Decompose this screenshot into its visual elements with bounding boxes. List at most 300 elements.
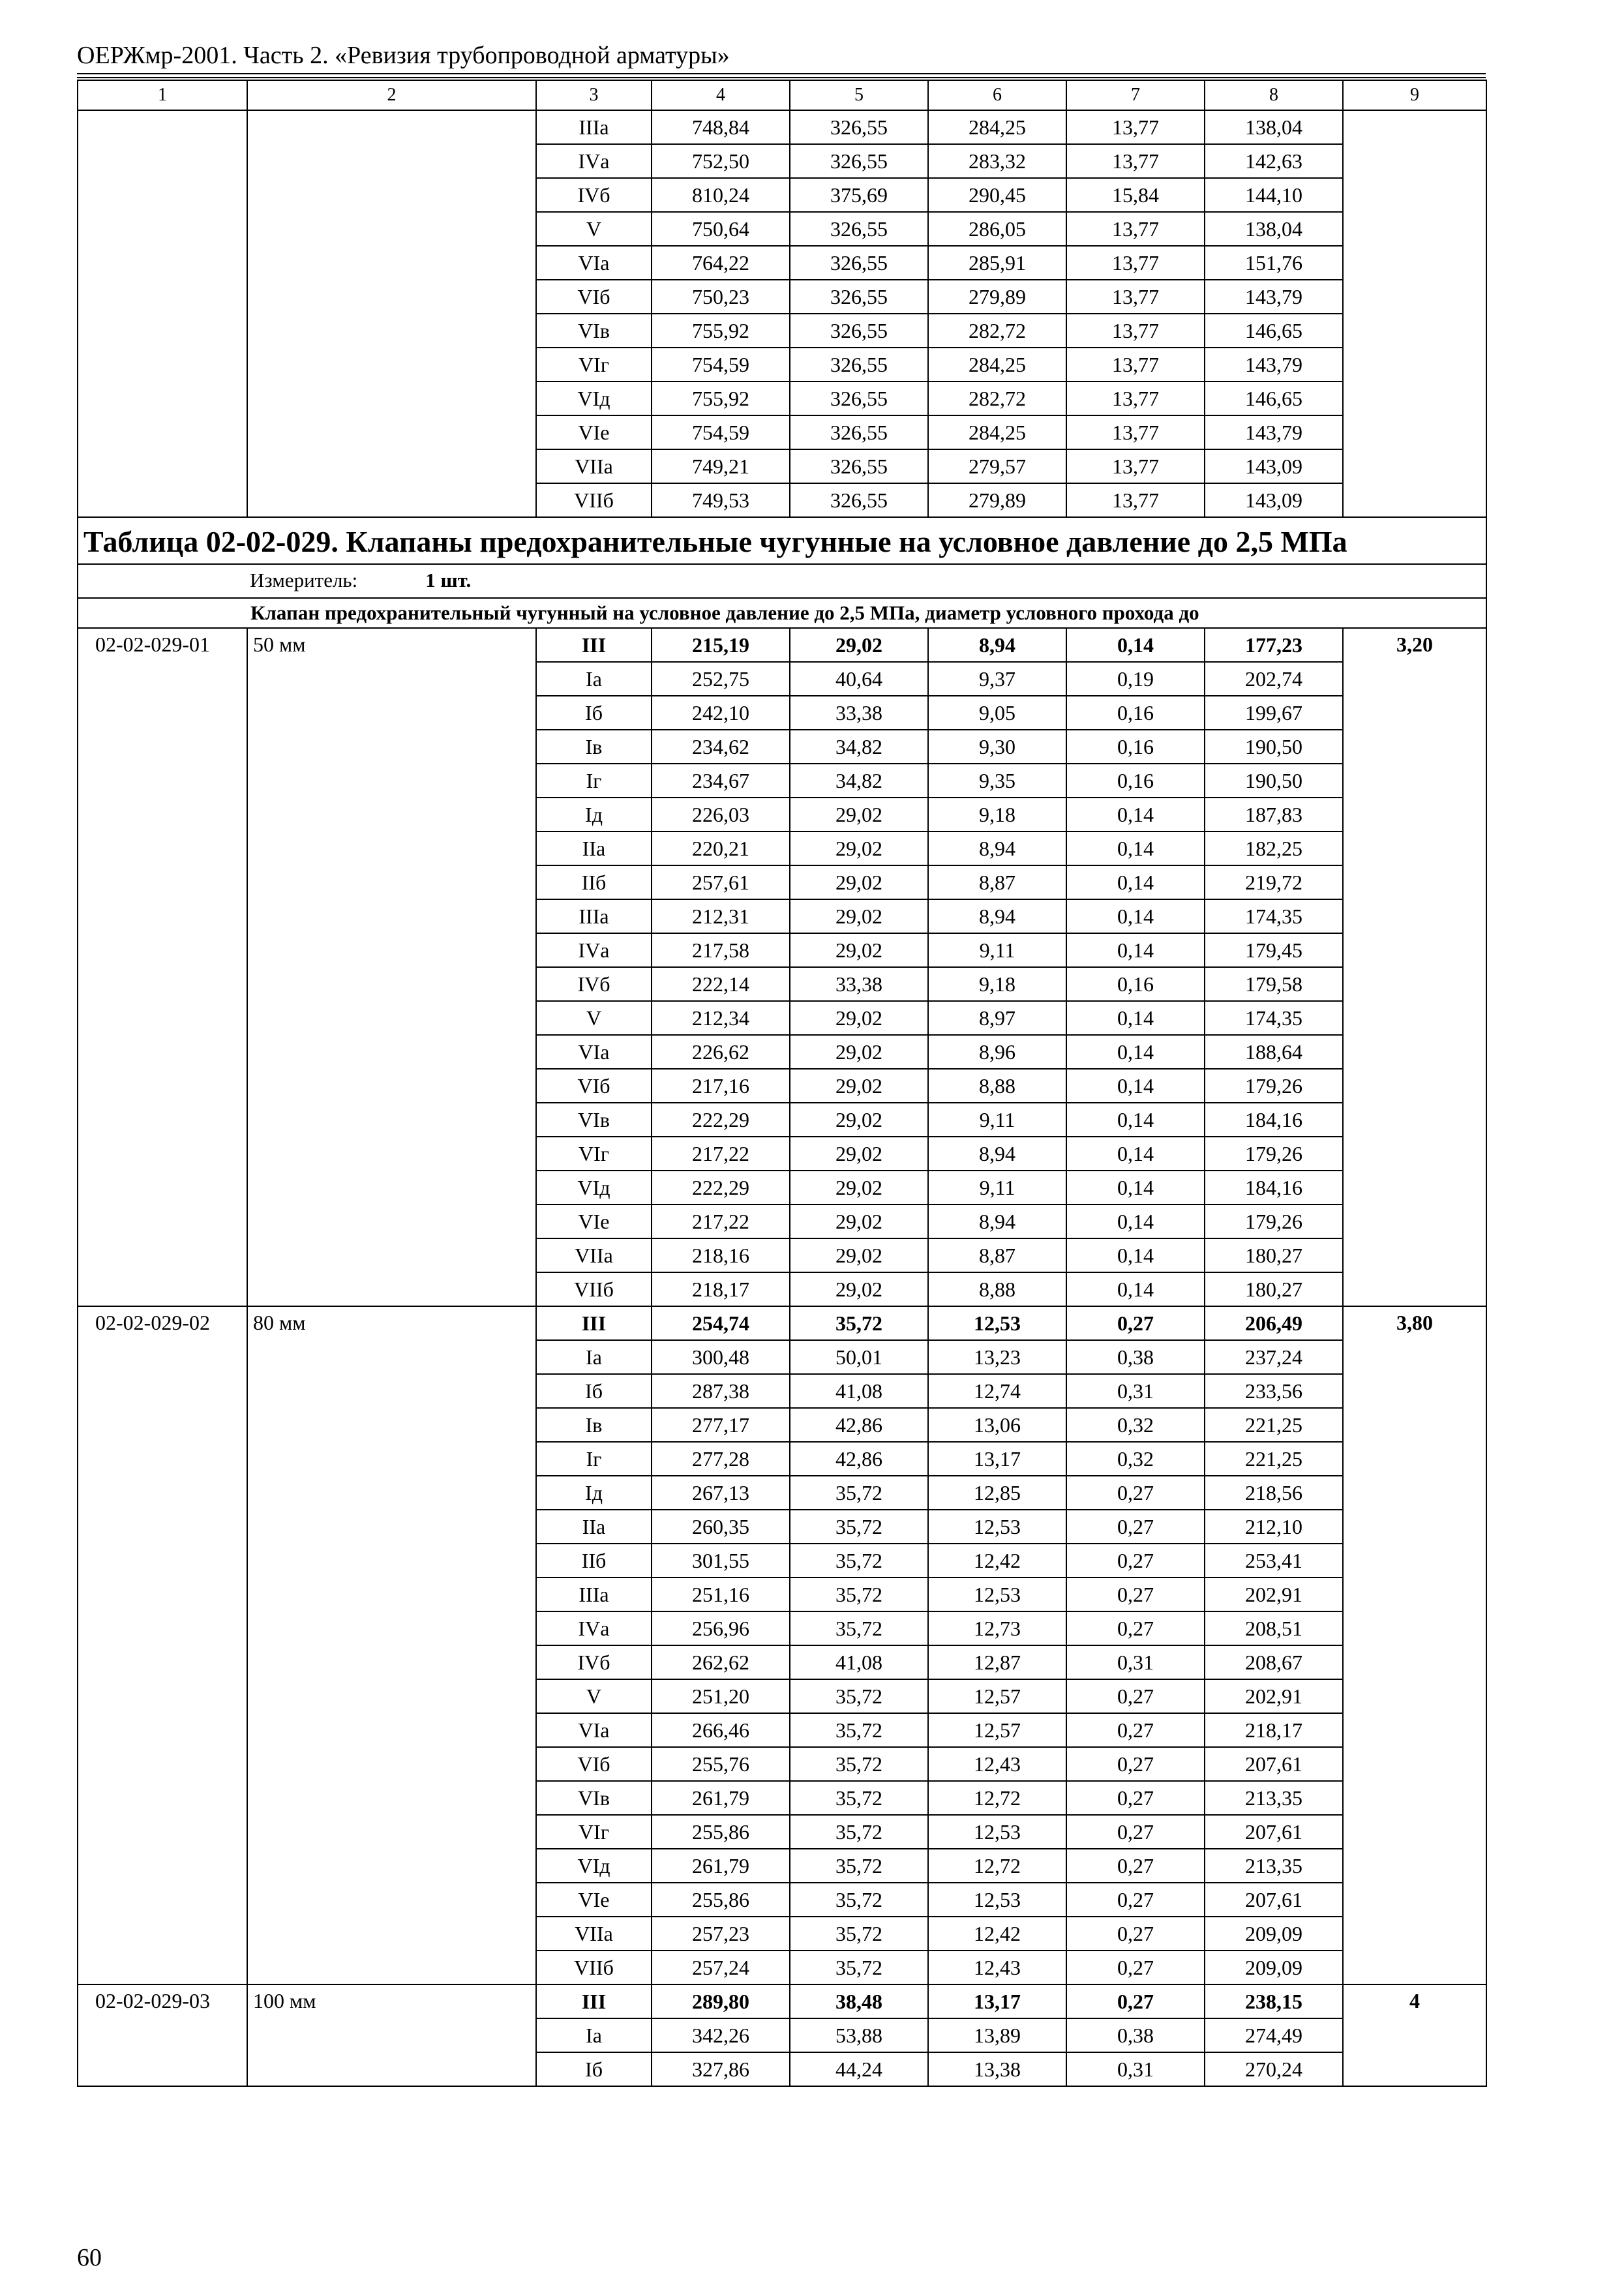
code-cell: 02-02-029-03 [78,1984,247,2086]
value-cell: 12,72 [928,1849,1066,1883]
value-cell: 179,26 [1205,1137,1343,1171]
value-cell: 15,84 [1066,178,1205,212]
value-cell: 12,53 [928,1306,1066,1340]
value-cell: 0,16 [1066,730,1205,764]
zone-cell: IVб [536,178,652,212]
value-cell: 207,61 [1205,1815,1343,1849]
value-cell: 750,23 [652,280,790,314]
value-cell: 0,16 [1066,967,1205,1001]
value-cell: 274,49 [1205,2018,1343,2052]
value-cell: 218,16 [652,1238,790,1272]
value-cell: 0,27 [1066,1679,1205,1713]
value-cell: 209,09 [1205,1917,1343,1951]
value-cell: 749,53 [652,483,790,517]
zone-cell: VIIб [536,1951,652,1984]
value-cell: 0,27 [1066,1984,1205,2018]
zone-cell: Iд [536,1476,652,1510]
value-cell: 9,30 [928,730,1066,764]
value-cell: 151,76 [1205,246,1343,280]
zone-cell: VIIб [536,1272,652,1306]
zone-cell: VIд [536,382,652,415]
value-cell: 12,57 [928,1679,1066,1713]
value-cell: 755,92 [652,382,790,415]
column-number: 4 [652,80,790,110]
value-cell: 35,72 [790,1544,928,1578]
value-cell: 42,86 [790,1408,928,1442]
value-cell: 222,29 [652,1171,790,1204]
value-cell: 143,09 [1205,483,1343,517]
value-cell: 234,62 [652,730,790,764]
diameter-cell: 50 мм [247,628,536,1306]
value-cell: 0,14 [1066,1069,1205,1103]
zone-cell: VIе [536,1883,652,1917]
value-cell: 0,14 [1066,1204,1205,1238]
subheading: Клапан предохранительный чугунный на условное давление до 2,5 МПа, диаметр условного прохода до [78,598,1486,628]
value-cell: 13,77 [1066,110,1205,144]
page-header: ОЕРЖмр-2001. Часть 2. «Ревизия трубопроводной арматуры» [77,42,730,69]
value-cell: 217,22 [652,1137,790,1171]
zone-cell: IVб [536,1645,652,1679]
value-cell: 213,35 [1205,1781,1343,1815]
value-cell: 327,86 [652,2052,790,2086]
value-cell: 253,41 [1205,1544,1343,1578]
value-cell: 8,88 [928,1069,1066,1103]
last-cell [1343,110,1486,517]
value-cell: 282,72 [928,382,1066,415]
value-cell: 9,11 [928,1103,1066,1137]
value-cell: 754,59 [652,415,790,449]
value-cell: 326,55 [790,110,928,144]
value-cell: 35,72 [790,1951,928,1984]
column-number: 2 [247,80,536,110]
value-cell: 213,35 [1205,1849,1343,1883]
zone-cell: III [536,1306,652,1340]
value-cell: 13,77 [1066,144,1205,178]
value-cell: 279,57 [928,449,1066,483]
value-cell: 257,61 [652,865,790,899]
value-cell: 13,77 [1066,483,1205,517]
value-cell: 208,67 [1205,1645,1343,1679]
zone-cell: VIб [536,1069,652,1103]
value-cell: 182,25 [1205,831,1343,865]
value-cell: 0,27 [1066,1611,1205,1645]
value-cell: 0,31 [1066,2052,1205,2086]
value-cell: 0,14 [1066,628,1205,662]
value-cell: 50,01 [790,1340,928,1374]
last-cell: 4 [1343,1984,1486,2086]
value-cell: 0,14 [1066,1001,1205,1035]
value-cell: 0,27 [1066,1883,1205,1917]
zone-cell: IVа [536,933,652,967]
value-cell: 41,08 [790,1645,928,1679]
value-cell: 40,64 [790,662,928,696]
value-cell: 261,79 [652,1849,790,1883]
value-cell: 35,72 [790,1815,928,1849]
value-cell: 0,14 [1066,865,1205,899]
value-cell: 53,88 [790,2018,928,2052]
value-cell: 270,24 [1205,2052,1343,2086]
value-cell: 0,19 [1066,662,1205,696]
value-cell: 12,43 [928,1747,1066,1781]
zone-cell: IVб [536,967,652,1001]
value-cell: 0,27 [1066,1747,1205,1781]
value-cell: 754,59 [652,348,790,382]
value-cell: 12,53 [928,1815,1066,1849]
zone-cell: VIIа [536,1238,652,1272]
value-cell: 375,69 [790,178,928,212]
value-cell: 277,28 [652,1442,790,1476]
value-cell: 138,04 [1205,212,1343,246]
value-cell: 0,27 [1066,1578,1205,1611]
value-cell: 257,24 [652,1951,790,1984]
value-cell: 184,16 [1205,1171,1343,1204]
value-cell: 12,72 [928,1781,1066,1815]
value-cell: 221,25 [1205,1408,1343,1442]
value-cell: 251,20 [652,1679,790,1713]
value-cell: 35,72 [790,1917,928,1951]
value-cell: 287,38 [652,1374,790,1408]
zone-cell: Iд [536,798,652,831]
value-cell: 255,86 [652,1815,790,1849]
value-cell: 242,10 [652,696,790,730]
value-cell: 29,02 [790,831,928,865]
value-cell: 190,50 [1205,730,1343,764]
value-cell: 9,37 [928,662,1066,696]
unit-cell [78,564,1486,598]
value-cell: 187,83 [1205,798,1343,831]
zone-cell: IIIа [536,110,652,144]
value-cell: 12,42 [928,1917,1066,1951]
value-cell: 29,02 [790,1035,928,1069]
zone-cell: V [536,1001,652,1035]
value-cell: 202,91 [1205,1679,1343,1713]
value-cell: 257,23 [652,1917,790,1951]
value-cell: 13,77 [1066,382,1205,415]
value-cell: 260,35 [652,1510,790,1544]
column-number: 3 [536,80,652,110]
value-cell: 34,82 [790,764,928,798]
value-cell: 234,67 [652,764,790,798]
value-cell: 326,55 [790,212,928,246]
value-cell: 184,16 [1205,1103,1343,1137]
value-cell: 218,56 [1205,1476,1343,1510]
value-cell: 13,17 [928,1442,1066,1476]
value-cell: 217,22 [652,1204,790,1238]
value-cell: 29,02 [790,1001,928,1035]
value-cell: 29,02 [790,1103,928,1137]
value-cell: 0,14 [1066,1103,1205,1137]
table-row [78,628,1486,662]
value-cell: 212,31 [652,899,790,933]
value-cell: 202,91 [1205,1578,1343,1611]
value-cell: 41,08 [790,1374,928,1408]
column-number-row [78,80,1486,110]
unit-label: Измеритель: [250,569,358,591]
value-cell: 33,38 [790,967,928,1001]
header-rule [77,73,1486,74]
value-cell: 8,97 [928,1001,1066,1035]
value-cell: 326,55 [790,483,928,517]
value-cell: 8,94 [928,831,1066,865]
zone-cell: Iв [536,1408,652,1442]
value-cell: 29,02 [790,1204,928,1238]
value-cell: 35,72 [790,1476,928,1510]
zone-cell: IIIа [536,899,652,933]
zone-cell: IVа [536,144,652,178]
zone-cell: IIа [536,1510,652,1544]
table-row [78,1984,1486,2018]
value-cell: 207,61 [1205,1883,1343,1917]
table-row [78,110,1486,144]
zone-cell: IIб [536,865,652,899]
value-cell: 38,48 [790,1984,928,2018]
zone-cell: VIг [536,1815,652,1849]
value-cell: 35,72 [790,1611,928,1645]
value-cell: 237,24 [1205,1340,1343,1374]
value-cell: 29,02 [790,1272,928,1306]
value-cell: 0,27 [1066,1781,1205,1815]
value-cell: 29,02 [790,798,928,831]
value-cell: 279,89 [928,483,1066,517]
value-cell: 0,16 [1066,696,1205,730]
value-cell: 13,77 [1066,212,1205,246]
value-cell: 0,31 [1066,1374,1205,1408]
value-cell: 13,89 [928,2018,1066,2052]
value-cell: 238,15 [1205,1984,1343,2018]
value-cell: 12,73 [928,1611,1066,1645]
zone-cell: Iг [536,1442,652,1476]
value-cell: 255,76 [652,1747,790,1781]
column-number: 9 [1343,80,1486,110]
value-cell: 13,77 [1066,449,1205,483]
value-cell: 177,23 [1205,628,1343,662]
unit-row [78,564,1486,598]
zone-cell: Iа [536,1340,652,1374]
value-cell: 233,56 [1205,1374,1343,1408]
value-cell: 13,77 [1066,348,1205,382]
code-cell: 02-02-029-01 [78,628,247,1306]
diameter-cell: 80 мм [247,1306,536,1984]
value-cell: 199,67 [1205,696,1343,730]
value-cell: 143,79 [1205,280,1343,314]
value-cell: 35,72 [790,1713,928,1747]
value-cell: 179,26 [1205,1069,1343,1103]
value-cell: 44,24 [790,2052,928,2086]
value-cell: 9,35 [928,764,1066,798]
value-cell: 752,50 [652,144,790,178]
value-cell: 179,58 [1205,967,1343,1001]
value-cell: 8,94 [928,1137,1066,1171]
value-cell: 755,92 [652,314,790,348]
value-cell: 256,96 [652,1611,790,1645]
zone-cell: V [536,212,652,246]
zone-cell: III [536,1984,652,2018]
value-cell: 0,27 [1066,1951,1205,1984]
zone-cell: V [536,1679,652,1713]
value-cell: 212,34 [652,1001,790,1035]
zone-cell: VIа [536,1713,652,1747]
value-cell: 222,29 [652,1103,790,1137]
zone-cell: VIе [536,415,652,449]
value-cell: 215,19 [652,628,790,662]
value-cell: 0,27 [1066,1713,1205,1747]
zone-cell: VIIб [536,483,652,517]
code-cell: 02-02-029-02 [78,1306,247,1984]
value-cell: 764,22 [652,246,790,280]
value-cell: 35,72 [790,1849,928,1883]
value-cell: 209,09 [1205,1951,1343,1984]
zone-cell: VIIа [536,1917,652,1951]
value-cell: 29,02 [790,899,928,933]
value-cell: 12,43 [928,1951,1066,1984]
unit-value: 1 шт. [425,569,472,591]
value-cell: 283,32 [928,144,1066,178]
value-cell: 0,27 [1066,1510,1205,1544]
value-cell: 810,24 [652,178,790,212]
value-cell: 0,14 [1066,899,1205,933]
value-cell: 0,38 [1066,2018,1205,2052]
zone-cell: IIб [536,1544,652,1578]
zone-cell: Iб [536,1374,652,1408]
zone-cell: VIIа [536,449,652,483]
value-cell: 266,46 [652,1713,790,1747]
zone-cell: VIд [536,1849,652,1883]
zone-cell: VIг [536,348,652,382]
value-cell: 12,53 [928,1578,1066,1611]
header-rule-secondary [77,77,1486,78]
value-cell: 29,02 [790,1069,928,1103]
value-cell: 174,35 [1205,899,1343,933]
value-cell: 13,77 [1066,280,1205,314]
value-cell: 218,17 [1205,1713,1343,1747]
value-cell: 8,94 [928,628,1066,662]
value-cell: 180,27 [1205,1272,1343,1306]
zone-cell: VIб [536,1747,652,1781]
zone-cell: Iа [536,662,652,696]
value-cell: 212,10 [1205,1510,1343,1544]
value-cell: 326,55 [790,348,928,382]
zone-cell: VIв [536,314,652,348]
value-cell: 251,16 [652,1578,790,1611]
value-cell: 326,55 [790,415,928,449]
zone-cell: VIв [536,1103,652,1137]
table-title: Таблица 02-02-029. Клапаны предохранительные чугунные на условное давление до 2,5 МПа [78,517,1486,564]
value-cell: 261,79 [652,1781,790,1815]
value-cell: 144,10 [1205,178,1343,212]
value-cell: 326,55 [790,144,928,178]
value-cell: 254,74 [652,1306,790,1340]
value-cell: 0,32 [1066,1442,1205,1476]
value-cell: 180,27 [1205,1238,1343,1272]
value-cell: 282,72 [928,314,1066,348]
value-cell: 13,77 [1066,415,1205,449]
value-cell: 146,65 [1205,314,1343,348]
value-cell: 0,27 [1066,1815,1205,1849]
column-number: 6 [928,80,1066,110]
value-cell: 289,80 [652,1984,790,2018]
value-cell: 0,16 [1066,764,1205,798]
value-cell: 29,02 [790,933,928,967]
page-number: 60 [77,2244,102,2271]
value-cell: 749,21 [652,449,790,483]
zone-cell: IVа [536,1611,652,1645]
last-cell: 3,20 [1343,628,1486,1306]
value-cell: 8,96 [928,1035,1066,1069]
code-cell [78,110,247,517]
table-title-row [78,517,1486,564]
value-cell: 219,72 [1205,865,1343,899]
value-cell: 35,72 [790,1510,928,1544]
value-cell: 146,65 [1205,382,1343,415]
column-number: 5 [790,80,928,110]
value-cell: 12,85 [928,1476,1066,1510]
value-cell: 0,32 [1066,1408,1205,1442]
value-cell: 221,25 [1205,1442,1343,1476]
value-cell: 13,17 [928,1984,1066,2018]
value-cell: 226,03 [652,798,790,831]
zone-cell: VIа [536,246,652,280]
value-cell: 285,91 [928,246,1066,280]
value-cell: 179,45 [1205,933,1343,967]
value-cell: 0,27 [1066,1476,1205,1510]
value-cell: 143,79 [1205,415,1343,449]
value-cell: 29,02 [790,1137,928,1171]
value-cell: 0,14 [1066,1238,1205,1272]
zone-cell: VIе [536,1204,652,1238]
value-cell: 208,51 [1205,1611,1343,1645]
value-cell: 262,62 [652,1645,790,1679]
value-cell: 174,35 [1205,1001,1343,1035]
value-cell: 222,14 [652,967,790,1001]
value-cell: 326,55 [790,280,928,314]
value-cell: 0,14 [1066,1137,1205,1171]
value-cell: 750,64 [652,212,790,246]
value-cell: 35,72 [790,1306,928,1340]
value-cell: 35,72 [790,1883,928,1917]
value-cell: 13,23 [928,1340,1066,1374]
diameter-cell: 100 мм [247,1984,536,2086]
price-table [77,80,1487,2087]
value-cell: 13,77 [1066,314,1205,348]
value-cell: 326,55 [790,449,928,483]
value-cell: 9,05 [928,696,1066,730]
value-cell: 12,53 [928,1883,1066,1917]
zone-cell: VIв [536,1781,652,1815]
value-cell: 206,49 [1205,1306,1343,1340]
subheading-row [78,598,1486,628]
zone-cell: IIIа [536,1578,652,1611]
value-cell: 138,04 [1205,110,1343,144]
value-cell: 0,27 [1066,1544,1205,1578]
value-cell: 8,94 [928,899,1066,933]
table-row [78,1306,1486,1340]
value-cell: 29,02 [790,1171,928,1204]
value-cell: 35,72 [790,1679,928,1713]
value-cell: 12,57 [928,1713,1066,1747]
value-cell: 29,02 [790,628,928,662]
value-cell: 188,64 [1205,1035,1343,1069]
column-number: 8 [1205,80,1343,110]
value-cell: 220,21 [652,831,790,865]
value-cell: 207,61 [1205,1747,1343,1781]
value-cell: 34,82 [790,730,928,764]
value-cell: 8,88 [928,1272,1066,1306]
value-cell: 326,55 [790,382,928,415]
value-cell: 143,09 [1205,449,1343,483]
zone-cell: III [536,628,652,662]
zone-cell: Iа [536,2018,652,2052]
value-cell: 301,55 [652,1544,790,1578]
